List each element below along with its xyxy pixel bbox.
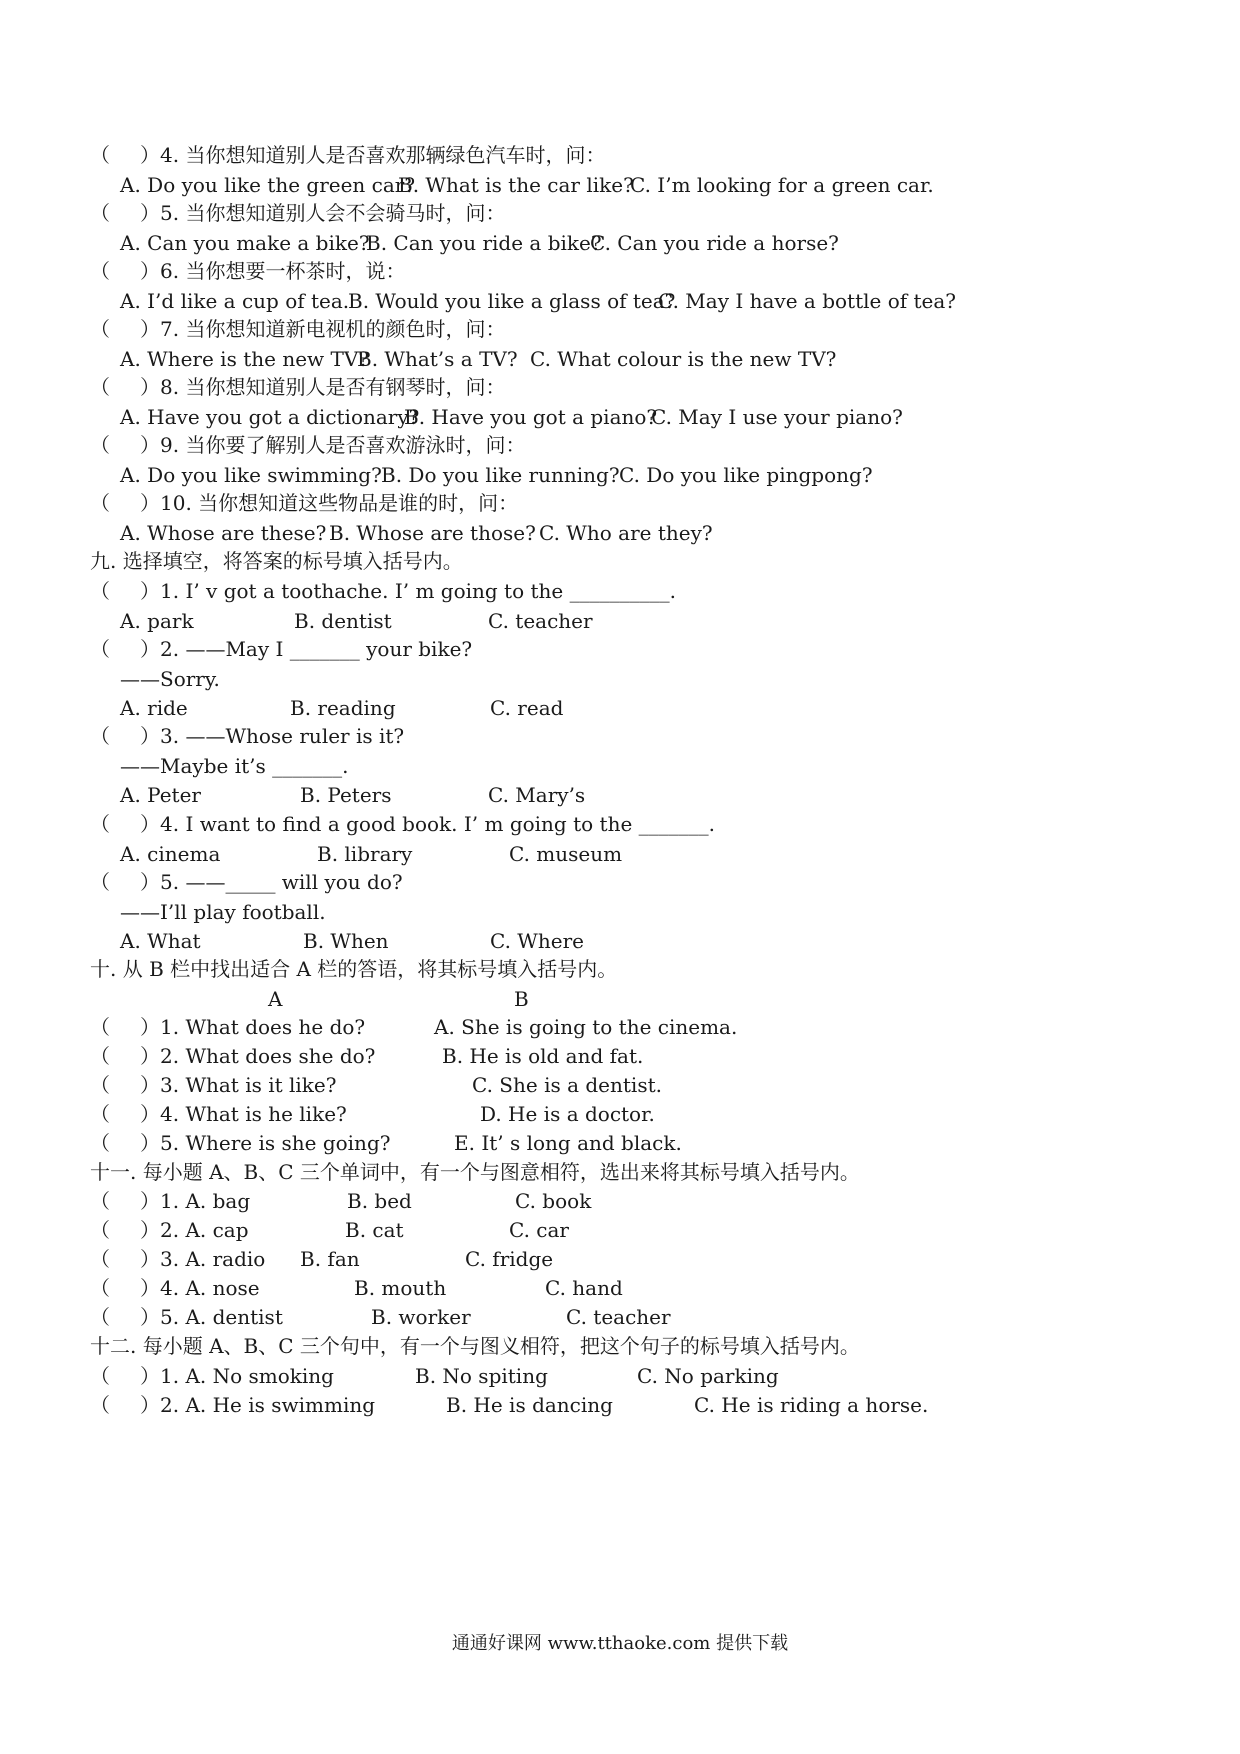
option-c: C. Do you like pingpong?	[619, 463, 873, 487]
question-option-a: ）2. A. cap	[140, 1218, 249, 1242]
option-c: C. No parking	[637, 1364, 779, 1388]
option-b: B. No spiting	[415, 1364, 548, 1388]
option-c: C. museum	[509, 842, 623, 866]
option-b: B. What is the car like?	[398, 173, 634, 197]
answer-paren: （	[90, 1189, 110, 1213]
option-b: B. He is dancing	[446, 1393, 613, 1417]
section-title: 十一. 每小题 A、B、C 三个单词中，有一个与图意相符，选出来将其标号填入括号内。	[90, 1160, 860, 1184]
answer-paren: （	[90, 1393, 110, 1417]
question-option-a: ）3. A. radio	[140, 1247, 266, 1271]
question-option-a: ）5. A. dentist	[140, 1305, 283, 1329]
answer-paren: （	[90, 1015, 110, 1039]
question-text: ）8. 当你想知道别人是否有钢琴时，问：	[140, 375, 506, 399]
option-b: B. mouth	[354, 1276, 447, 1300]
column-b-item: D. He is a doctor.	[480, 1102, 655, 1126]
column-b-item: A. She is going to the cinema.	[434, 1015, 738, 1039]
option-c: C. He is riding a horse.	[694, 1393, 929, 1417]
option-a: A. Where is the new TV?	[120, 347, 370, 371]
option-a: A. cinema	[120, 842, 221, 866]
question-option-a: ）2. A. He is swimming	[140, 1393, 376, 1417]
answer-paren: （	[90, 1305, 110, 1329]
column-b-header: B	[514, 987, 529, 1011]
option-b: B. worker	[371, 1305, 471, 1329]
answer-paren: （	[90, 870, 110, 894]
question-text: ）5. ——_____ will you do?	[140, 870, 403, 894]
section-title: 十二. 每小题 A、B、C 三个句中，有一个与图义相符，把这个句子的标号填入括号内。	[90, 1334, 860, 1358]
option-c: C. What colour is the new TV?	[530, 347, 837, 371]
page-footer: 通通好课网 www.tthaoke.com 提供下载	[451, 1633, 789, 1654]
answer-paren: （	[90, 1218, 110, 1242]
option-b: B. bed	[347, 1189, 412, 1213]
question-option-a: ）1. A. bag	[140, 1189, 251, 1213]
option-c: C. May I use your piano?	[651, 405, 903, 429]
answer-paren: （	[90, 317, 110, 341]
option-a: A. ride	[120, 696, 188, 720]
option-a: A. Peter	[120, 783, 201, 807]
answer-paren: （	[90, 259, 110, 283]
column-a-item: ）5. Where is she going?	[140, 1131, 391, 1155]
answer-paren: （	[90, 1102, 110, 1126]
option-b: B. When	[303, 929, 389, 953]
option-b: B. Can you ride a bike?	[366, 231, 602, 255]
question-text: ）5. 当你想知道别人会不会骑马时，问：	[140, 201, 506, 225]
option-a: A. park	[120, 609, 194, 633]
question-option-a: ）4. A. nose	[140, 1276, 260, 1300]
option-b: B. Peters	[300, 783, 392, 807]
answer-paren: （	[90, 491, 110, 515]
section-title: 九. 选择填空，将答案的标号填入括号内。	[90, 549, 463, 573]
option-a: A. Can you make a bike?	[120, 231, 370, 255]
answer-paren: （	[90, 1276, 110, 1300]
option-c: C. Can you ride a horse?	[590, 231, 839, 255]
answer-paren: （	[90, 579, 110, 603]
option-c: C. fridge	[465, 1247, 554, 1271]
answer-paren: （	[90, 1131, 110, 1155]
option-c: C. Who are they?	[539, 521, 713, 545]
answer-paren: （	[90, 1364, 110, 1388]
answer-paren: （	[90, 1247, 110, 1271]
option-c: C. Mary’s	[488, 783, 586, 807]
option-b: B. reading	[290, 696, 396, 720]
response-line: ——Maybe it’s _______.	[120, 754, 349, 778]
option-a: A. I’d like a cup of tea.	[120, 289, 350, 313]
option-c: C. car	[509, 1218, 569, 1242]
option-b: B. library	[317, 842, 413, 866]
question-text: ）9. 当你要了解别人是否喜欢游泳时，问：	[140, 433, 526, 457]
option-b: B. What’s a TV?	[357, 347, 518, 371]
option-a: A. What	[120, 929, 201, 953]
option-c: C. Where	[490, 929, 584, 953]
answer-paren: （	[90, 637, 110, 661]
question-text: ）2. ——May I _______ your bike?	[140, 637, 473, 661]
option-b: B. fan	[300, 1247, 360, 1271]
option-b: B. dentist	[294, 609, 392, 633]
question-text: ）6. 当你想要一杯茶时，说：	[140, 259, 406, 283]
column-a-item: ）3. What is it like?	[140, 1073, 337, 1097]
option-b: B. Would you like a glass of tea?	[348, 289, 676, 313]
column-b-item: C. She is a dentist.	[472, 1073, 662, 1097]
question-option-a: ）1. A. No smoking	[140, 1364, 334, 1388]
answer-paren: （	[90, 375, 110, 399]
option-c: C. teacher	[488, 609, 593, 633]
option-b: B. cat	[345, 1218, 404, 1242]
section-title: 十. 从 B 栏中找出适合 A 栏的答语，将其标号填入括号内。	[90, 957, 618, 981]
option-b: B. Do you like running?	[381, 463, 620, 487]
option-c: C. May I have a bottle of tea?	[658, 289, 957, 313]
option-a: A. Have you got a dictionary?	[120, 405, 420, 429]
column-b-item: B. He is old and fat.	[442, 1044, 644, 1068]
answer-paren: （	[90, 201, 110, 225]
column-a-item: ）2. What does she do?	[140, 1044, 376, 1068]
option-c: C. I’m looking for a green car.	[630, 173, 934, 197]
answer-paren: （	[90, 1073, 110, 1097]
answer-paren: （	[90, 143, 110, 167]
question-text: ）3. ——Whose ruler is it?	[140, 724, 405, 748]
question-text: ）7. 当你想知道新电视机的颜色时，问：	[140, 317, 506, 341]
question-text: ）10. 当你想知道这些物品是谁的时，问：	[140, 491, 519, 515]
column-a-header: A	[268, 987, 283, 1011]
answer-paren: （	[90, 433, 110, 457]
answer-paren: （	[90, 1044, 110, 1068]
option-b: B. Whose are those?	[329, 521, 536, 545]
option-b: B. Have you got a piano?	[404, 405, 658, 429]
option-a: A. Whose are these?	[120, 521, 327, 545]
option-c: C. hand	[545, 1276, 623, 1300]
option-a: A. Do you like swimming?	[120, 463, 382, 487]
answer-paren: （	[90, 724, 110, 748]
option-c: C. read	[490, 696, 564, 720]
column-a-item: ）4. What is he like?	[140, 1102, 347, 1126]
answer-paren: （	[90, 812, 110, 836]
question-text: ）4. I want to find a good book. I’ m going to the _______.	[140, 812, 715, 836]
option-c: C. teacher	[566, 1305, 671, 1329]
column-a-item: ）1. What does he do?	[140, 1015, 366, 1039]
option-a: A. Do you like the green car?	[120, 173, 416, 197]
question-text: ）4. 当你想知道别人是否喜欢那辆绿色汽车时，问：	[140, 143, 606, 167]
response-line: ——I’ll play football.	[120, 900, 326, 924]
question-text: ）1. I’ v got a toothache. I’ m going to the __________.	[140, 579, 676, 603]
response-line: ——Sorry.	[120, 667, 220, 691]
column-b-item: E. It’ s long and black.	[454, 1131, 682, 1155]
option-c: C. book	[515, 1189, 592, 1213]
